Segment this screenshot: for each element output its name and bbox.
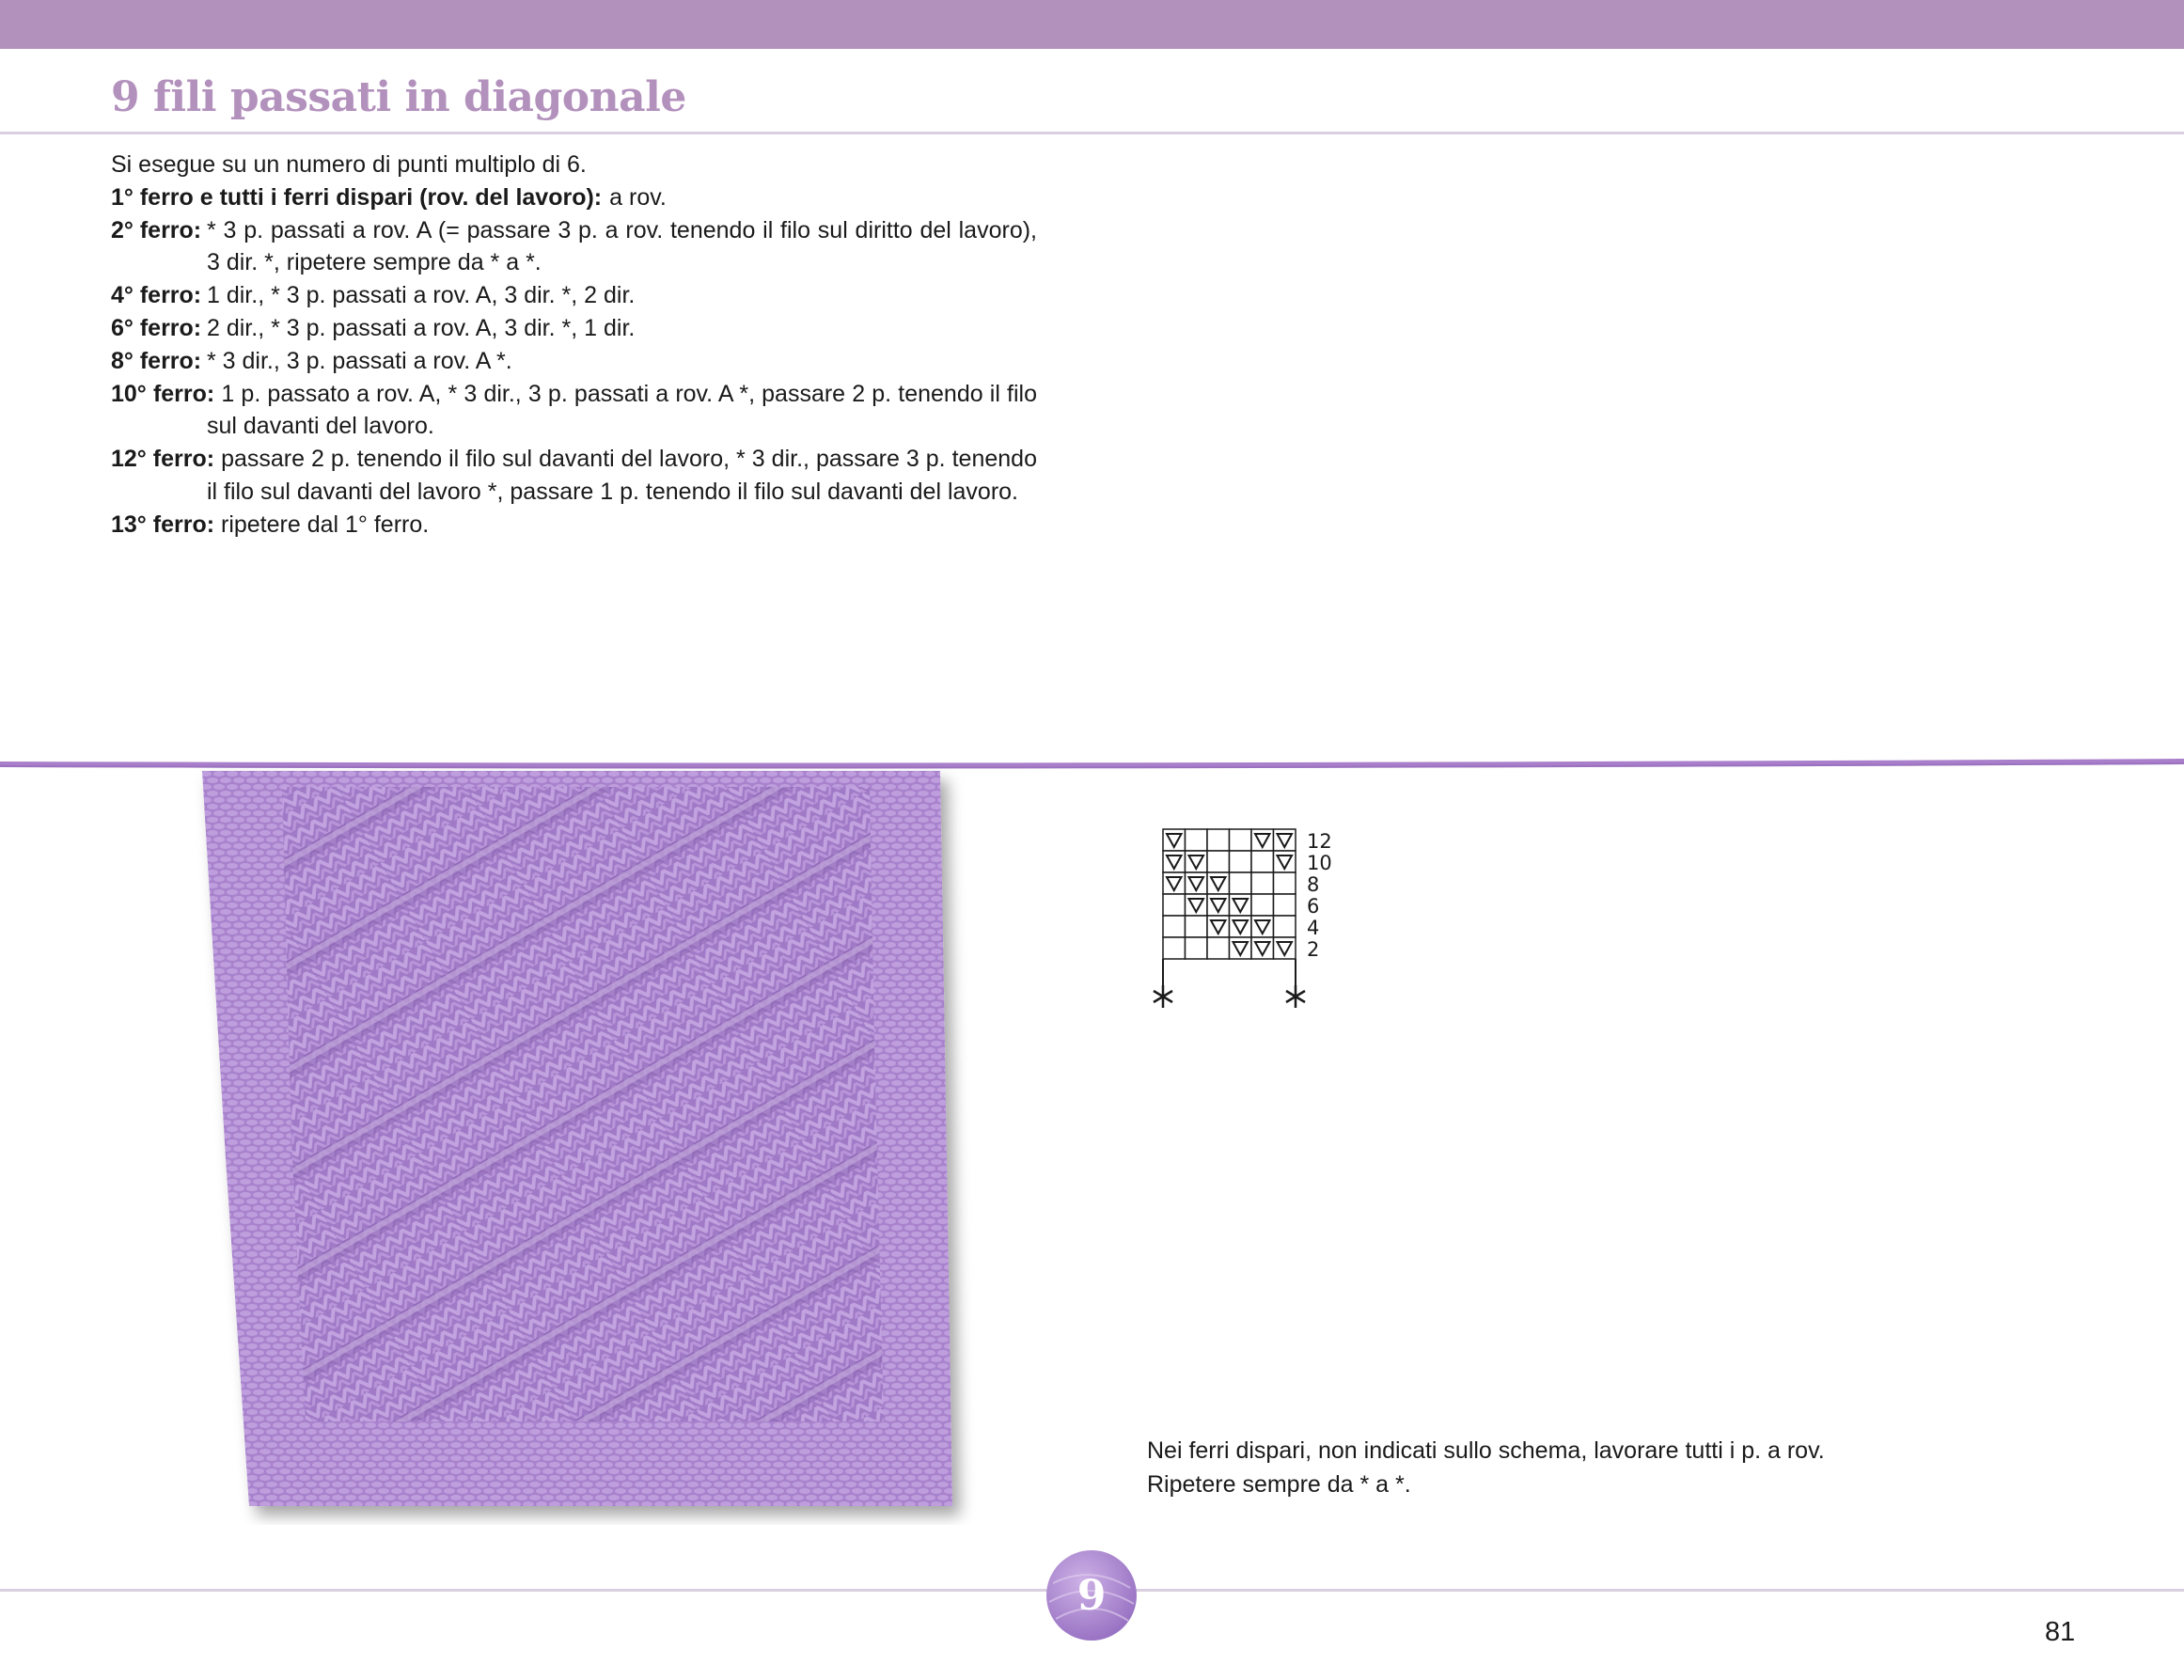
row-label: 13° ferro: [111, 510, 215, 538]
title-divider [0, 132, 2184, 134]
row-label: 8° ferro: [111, 347, 202, 374]
chart-row-label: 10 [1307, 852, 1332, 874]
chart-cell [1207, 829, 1230, 851]
row-text: passare 2 p. tenendo il filo sul davanti del lavoro, * 3 dir., passare 3 p. tenendo il filo sul davanti del lavoro *, passare 1 p. tenendo il filo sul davanti del lavoro. [207, 446, 1037, 505]
chart-cell [1230, 851, 1252, 872]
instruction-row-1 [111, 181, 1037, 214]
badge-number: 9 [1076, 1572, 1107, 1620]
chart-cell [1274, 916, 1296, 937]
instruction-row-2 [111, 214, 1037, 280]
row-text: ripetere dal 1° ferro. [221, 510, 430, 538]
instruction-row-13 [111, 509, 1037, 542]
repeat-asterisk-left [1154, 985, 1172, 1008]
chart-cell [1163, 894, 1186, 916]
row-label: 2° ferro: [111, 216, 202, 243]
chart-grid [1163, 829, 1296, 959]
instruction-row-10 [111, 378, 1037, 444]
row-text: 1 dir., * 3 p. passati a rov. A, 3 dir. *, 2 dir. [207, 282, 636, 309]
row-text: * 3 p. passati a rov. A (= passare 3 p. a rov. tenendo il filo sul diritto del lavoro), 3 dir. *, ripetere sempre da * a *. [207, 216, 1037, 276]
chart-cell [1186, 937, 1208, 959]
repeat-asterisk-right [1286, 985, 1305, 1008]
chart-cell [1230, 872, 1252, 894]
instructions [111, 149, 1037, 542]
instruction-row-12 [111, 443, 1037, 509]
intro-text: Si esegue su un numero di punti multiplo di 6. [111, 151, 587, 178]
chart-row-label: 4 [1307, 917, 1320, 939]
instruction-row-8 [111, 345, 1037, 378]
chart-cell [1207, 937, 1230, 959]
chart-cell [1207, 851, 1230, 872]
chart-cell [1186, 916, 1208, 937]
row-text: 2 dir., * 3 p. passati a rov. A, 3 dir. *, 1 dir. [207, 314, 636, 341]
note-line-1: Nei ferri dispari, non indicati sullo schema, lavorare tutti i p. a rov. [1147, 1437, 1825, 1464]
row-label: 6° ferro: [111, 314, 202, 341]
chart-row-label: 12 [1307, 830, 1332, 853]
chart-row-label: 2 [1307, 938, 1320, 961]
knit-swatch-photo [193, 763, 987, 1525]
yarn-ball-badge [1042, 1546, 1141, 1645]
chart-cell [1230, 829, 1252, 851]
chart-cell [1163, 937, 1186, 959]
instruction-row-4 [111, 279, 1037, 312]
row-label: 10° ferro: [111, 380, 215, 407]
page-number: 81 [2045, 1617, 2076, 1647]
row-text: 1 p. passato a rov. A, * 3 dir., 3 p. passati a rov. A *, passare 2 p. tenendo il filo sul davanti del lavoro. [207, 380, 1037, 440]
chart-row-label: 8 [1307, 873, 1320, 896]
row-text: * 3 dir., 3 p. passati a rov. A *. [207, 347, 512, 374]
page-title: 9 fili passati in diagonale [111, 73, 686, 121]
row-label: 4° ferro: [111, 282, 202, 309]
chart-cell [1251, 894, 1274, 916]
row-text: a rov. [609, 183, 667, 211]
row-label: 12° ferro: [111, 446, 215, 473]
chart-row-labels [1307, 830, 1332, 961]
chart-row-label: 6 [1307, 895, 1320, 918]
top-color-band [0, 0, 2184, 49]
chart-cell [1274, 894, 1296, 916]
chart-cell [1163, 916, 1186, 937]
instruction-row-6 [111, 312, 1037, 345]
chart-cell [1186, 829, 1208, 851]
row-label: 1° ferro e tutti i ferri dispari (rov. del lavoro): [111, 183, 603, 211]
chart-cell [1274, 872, 1296, 894]
chart-note [1147, 1434, 1993, 1501]
knitting-chart [1142, 818, 1359, 1015]
chart-cell [1251, 872, 1274, 894]
note-line-2: Ripetere sempre da * a *. [1147, 1471, 1411, 1498]
chart-cell [1251, 851, 1274, 872]
